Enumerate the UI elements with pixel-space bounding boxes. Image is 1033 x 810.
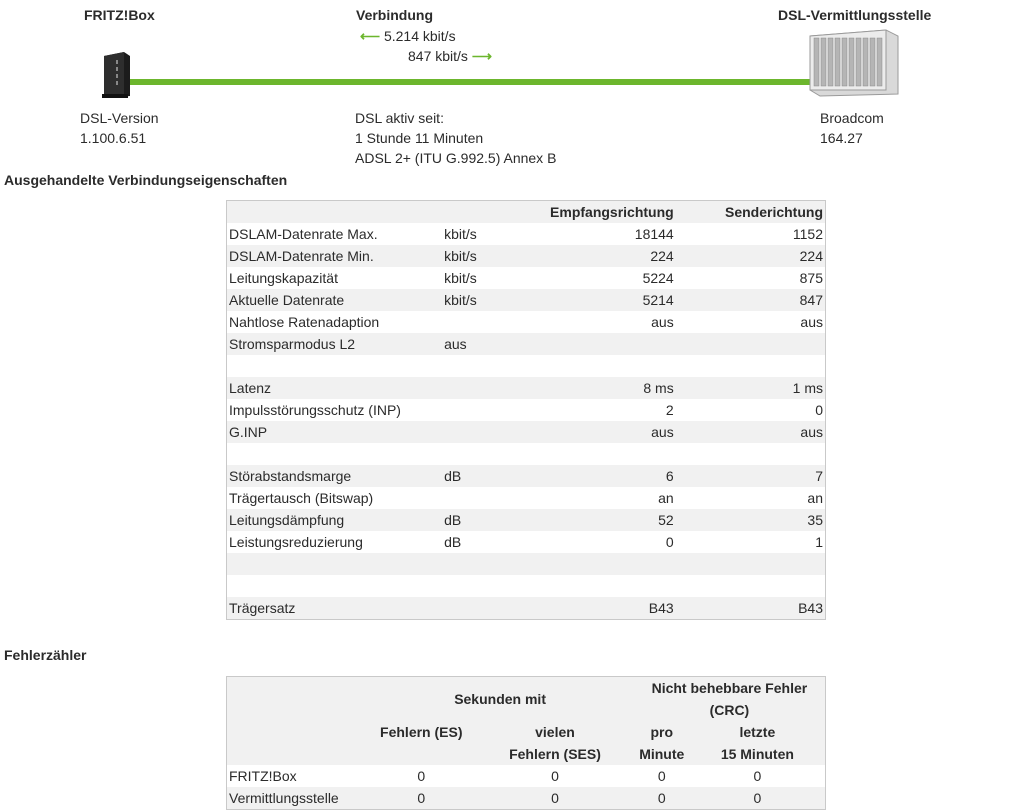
props-rx-value: 5214 [542,289,676,311]
dsl-active-duration: 1 Stunde 11 Minuten [355,130,484,146]
props-table [226,200,826,620]
errors-letzte-value: 0 [753,768,762,784]
props-tx-value [676,355,826,377]
props-row [227,509,826,531]
upstream-rate-value: 847 kbit/s [408,48,468,64]
props-header-row [227,201,826,224]
props-unit: kbit/s [442,245,542,267]
errors-group-row [227,677,826,722]
props-unit: dB [442,509,542,531]
errors-header-empty [227,721,367,743]
props-unit [442,311,542,333]
header-ses-2: Fehlern (SES) [476,743,634,765]
props-unit: dB [442,465,542,487]
props-unit [442,487,542,509]
props-rx-value [542,443,676,465]
props-label: Störabstandsmarge [227,465,443,487]
props-rx-value: B43 [542,597,676,620]
dsl-active-label: DSL aktiv seit: [355,110,444,126]
props-unit: aus [442,333,542,355]
props-tx-value: 35 [676,509,826,531]
props-label: G.INP [227,421,443,443]
header-letzte-1: letzte [690,721,826,743]
props-label [227,575,443,597]
props-tx-value [676,443,826,465]
errors-table [226,676,826,810]
props-tx-value [676,553,826,575]
props-label: DSLAM-Datenrate Max. [229,226,378,242]
props-label: Nahtlose Ratenadaption [229,314,380,330]
downstream-rate [360,28,456,45]
header-letzte-2: 15 Minuten [690,743,826,765]
props-unit [442,421,542,443]
exchange-vendor: Broadcom [820,110,884,126]
header-es: Fehlern (ES) [366,721,476,743]
props-tx-value: aus [676,421,826,443]
props-label [227,553,443,575]
props-rx-value: 8 ms [542,377,676,399]
props-label: Leitungsdämpfung [227,509,443,531]
errors-letzte-value: 0 [690,787,826,810]
props-rx-value [542,333,676,355]
exchange-title: DSL-Vermittlungsstelle [778,7,932,23]
downstream-rate-value: 5.214 kbit/s [383,28,456,44]
props-row [227,333,826,355]
props-tx-value [676,333,826,355]
props-unit [442,377,542,399]
props-header-unit [442,201,542,224]
props-row [227,399,826,421]
props-unit [442,575,542,597]
props-row [227,223,826,245]
dsl-line [128,79,812,85]
props-tx-value: 1152 [792,226,823,242]
props-unit [442,553,542,575]
props-label: Trägertausch (Bitswap) [229,490,374,506]
header-pro-2: Minute [634,743,690,765]
connection-title: Verbindung [356,7,433,23]
props-unit [442,443,542,465]
group-sekunden-mit: Sekunden mit [366,677,633,722]
props-rx-value: 224 [542,245,676,267]
props-label: Leistungsreduzierung [229,534,363,550]
props-rx-value: 52 [542,509,676,531]
props-row [227,245,826,267]
props-rx-value: 2 [665,402,674,418]
props-tx-value: B43 [676,597,826,620]
errors-es-value: 0 [366,787,476,810]
props-rx-value: aus [542,421,676,443]
errors-section-title: Fehlerzähler [4,647,87,663]
errors-header-es-empty [366,743,476,765]
props-rx-value [542,575,676,597]
props-tx-value: 7 [676,465,826,487]
errors-pro-value: 0 [634,787,690,810]
props-label: Aktuelle Datenrate [227,289,443,311]
props-row [227,377,826,399]
errors-group-empty [227,677,367,722]
props-unit: dB [444,534,462,550]
props-label: DSLAM-Datenrate Min. [227,245,443,267]
col-senderichtung: Senderichtung [676,201,826,224]
props-tx-value: an [807,490,823,506]
props-row [227,267,826,289]
group-crc: Nicht behebbare Fehler (CRC) [634,677,826,722]
props-tx-value: 0 [815,402,823,418]
props-tx-value: 847 [676,289,826,311]
errors-ses-value: 0 [476,787,634,810]
props-tx-value: 1 ms [676,377,826,399]
errors-header-row-2 [227,743,826,765]
props-label: Impulsstörungsschutz (INP) [229,402,401,418]
props-rx-value: an [658,490,674,506]
props-rx-value: 5224 [642,270,674,286]
header-pro-1: pro [634,721,690,743]
header-ses-1: vielen [476,721,634,743]
props-rx-value: 18144 [634,226,674,242]
props-label: Trägersatz [227,597,443,620]
upstream-rate [408,48,492,65]
props-unit: kbit/s [442,289,542,311]
exchange-version: 164.27 [820,130,863,146]
props-row [227,531,826,553]
props-tx-value: 224 [676,245,826,267]
dsl-version-label: DSL-Version [80,110,159,126]
props-row [227,575,826,597]
props-row [227,289,826,311]
props-row [227,311,826,333]
errors-header-empty-2 [227,743,367,765]
props-tx-value: 1 [815,534,823,550]
props-rx-value: 0 [665,534,674,550]
errors-pro-value: 0 [657,768,666,784]
errors-row [227,787,826,810]
props-rx-value [542,355,676,377]
props-tx-value: 875 [799,270,823,286]
props-row [227,443,826,465]
props-label: Latenz [227,377,443,399]
props-unit [442,597,542,620]
props-unit: kbit/s [444,226,477,242]
fritzbox-title: FRITZ!Box [84,7,155,23]
props-label: Stromsparmodus L2 [227,333,443,355]
props-unit [442,355,542,377]
props-unit [442,399,542,421]
col-empfangsrichtung: Empfangsrichtung [542,201,676,224]
errors-header-row-1 [227,721,826,743]
errors-label: FRITZ!Box [229,768,297,784]
errors-label: Vermittlungsstelle [227,787,367,810]
props-section-title: Ausgehandelte Verbindungseigenschaften [4,172,288,188]
props-tx-value [676,575,826,597]
props-rx-value: 6 [542,465,676,487]
arrow-left-icon: ⟵ [360,28,381,44]
dsl-version-value: 1.100.6.51 [80,130,147,146]
props-header-empty [227,201,443,224]
errors-ses-value: 0 [551,768,559,784]
props-row [227,355,826,377]
props-row [227,553,826,575]
props-row [227,421,826,443]
props-row [227,465,826,487]
props-row [227,487,826,509]
props-label [227,443,443,465]
errors-es-value: 0 [417,768,426,784]
props-rx-value: aus [651,314,674,330]
props-label [227,355,443,377]
errors-row [227,765,826,787]
exchange-rack-icon [806,26,900,98]
props-row [227,597,826,620]
dsl-mode: ADSL 2+ (ITU G.992.5) Annex B [355,150,557,166]
props-unit: kbit/s [444,270,477,286]
props-label: Leitungskapazität [229,270,338,286]
props-rx-value [542,553,676,575]
fritzbox-device-icon [98,50,134,100]
props-tx-value: aus [800,314,823,330]
arrow-right-icon: ⟶ [471,48,492,64]
